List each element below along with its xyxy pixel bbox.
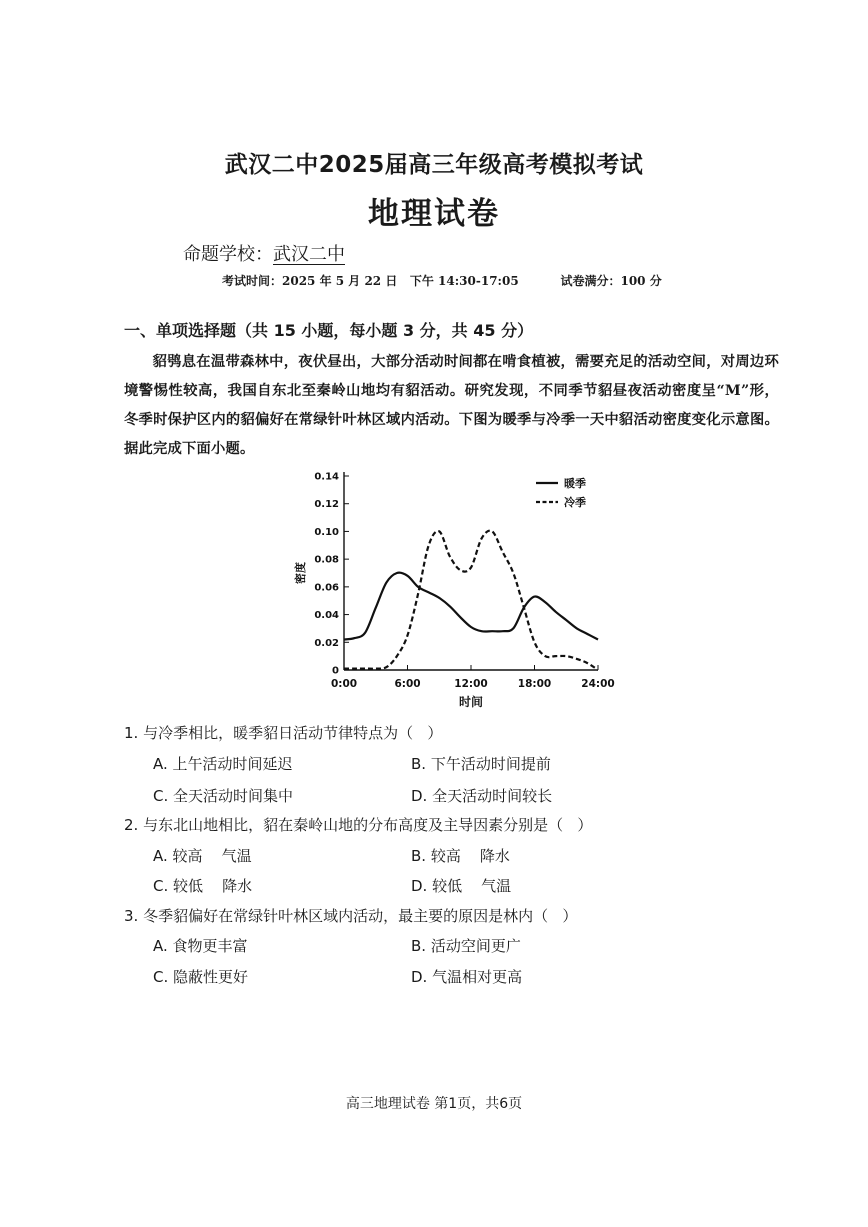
x-tick-label: 0:00 — [330, 678, 358, 690]
q2-option-a[interactable] — [153, 845, 252, 866]
q3-option-c[interactable] — [153, 966, 248, 987]
question-stem: 与冷季相比，暖季貂日活动节律特点为（ ） — [143, 724, 443, 742]
question-number: 3. — [124, 907, 139, 925]
school-name: 武汉二中 — [273, 244, 345, 265]
option-text: 全天活动时间集中 — [173, 787, 294, 805]
question-number: 2. — [124, 816, 139, 834]
option-text: 较低 降水 — [173, 877, 253, 895]
activity-density-chart — [286, 464, 626, 719]
y-tick-label: 0 — [332, 665, 339, 677]
option-letter: A. — [153, 847, 168, 865]
option-text: 活动空间更广 — [430, 937, 521, 955]
option-letter: A. — [153, 937, 168, 955]
q3-option-b[interactable] — [411, 935, 521, 956]
option-text: 食物更丰富 — [172, 937, 248, 955]
option-text: 下午活动时间提前 — [430, 755, 551, 773]
y-tick-label: 0.06 — [314, 582, 339, 594]
q2-option-b[interactable] — [411, 845, 510, 866]
exam-subject-title: 地理试卷 — [368, 196, 500, 232]
x-axis-label: 时间 — [458, 695, 484, 709]
full-score: 试卷满分：100 分 — [560, 274, 662, 288]
q2-option-c[interactable] — [153, 875, 252, 896]
question-number: 1. — [124, 724, 139, 742]
exam-time: 考试时间：2025 年 5 月 22 日 下午 14:30-17:05 — [222, 274, 519, 288]
option-text: 全天活动时间较长 — [432, 787, 553, 805]
exam-info-line — [222, 272, 662, 289]
y-tick-label: 0.08 — [314, 554, 339, 566]
option-letter: B. — [411, 755, 427, 773]
x-tick-label: 6:00 — [394, 678, 421, 690]
option-letter: B. — [411, 937, 427, 955]
option-text: 气温相对更高 — [432, 968, 523, 986]
x-tick-label: 12:00 — [454, 678, 488, 690]
option-letter: B. — [411, 847, 427, 865]
x-tick-label: 24:00 — [581, 678, 615, 690]
question-stem: 冬季貂偏好在常绿针叶林区域内活动，最主要的原因是林内（ ） — [143, 907, 578, 925]
q2-option-d[interactable] — [411, 875, 511, 896]
q1-option-b[interactable] — [411, 753, 551, 774]
option-text: 较高 降水 — [430, 847, 510, 865]
option-text: 较低 气温 — [432, 877, 512, 895]
q1-option-c[interactable] — [153, 785, 293, 806]
option-letter: C. — [153, 787, 169, 805]
option-text: 上午活动时间延迟 — [172, 755, 293, 773]
y-axis-label: 密度 — [294, 562, 307, 584]
section-title: 一、单项选择题（共 15 小题，每小题 3 分，共 45 分） — [124, 321, 534, 340]
question-stem: 与东北山地相比，貂在秦岭山地的分布高度及主导因素分别是（ ） — [143, 816, 593, 834]
option-text: 隐蔽性更好 — [173, 968, 249, 986]
page-footer: 高三地理试卷 第1页，共6页 — [345, 1096, 523, 1112]
y-tick-label: 0.02 — [314, 637, 339, 649]
question-2 — [124, 814, 592, 835]
option-letter: D. — [411, 968, 428, 986]
q3-option-d[interactable] — [411, 966, 522, 987]
option-letter: A. — [153, 755, 168, 773]
q3-option-a[interactable] — [153, 935, 248, 956]
y-tick-label: 0.12 — [314, 499, 339, 511]
option-letter: C. — [153, 877, 169, 895]
q1-option-a[interactable] — [153, 753, 293, 774]
chart-lines — [344, 531, 598, 670]
legend-label: 暖季 — [564, 477, 586, 490]
x-tick-label: 18:00 — [517, 678, 552, 690]
school-line — [183, 240, 345, 266]
school-label: 命题学校： — [183, 244, 273, 265]
y-tick-label: 0.10 — [314, 526, 339, 538]
intro-paragraph: 貂鸮息在温带森林中，夜伏昼出，大部分活动时间都在啃食植被，需要充足的活动空间，对周边环境警惕性较高，我国自东北至秦岭山地均有貂活动。研究发现，不同季节貂昼夜活动密度呈“M”形，冬季时保护区内的貂偏好在常绿针叶林区域内活动。下图为暖季与冷季一天中貂活动密度变化示意图。据此完成下面小题。 — [124, 354, 779, 457]
legend-label: 冷季 — [564, 496, 586, 509]
option-letter: D. — [411, 787, 428, 805]
option-letter: C. — [153, 968, 169, 986]
option-letter: D. — [411, 877, 428, 895]
q1-option-d[interactable] — [411, 785, 552, 806]
question-1 — [124, 722, 442, 743]
chart-legend — [536, 476, 586, 509]
question-3 — [124, 905, 577, 926]
exam-title: 武汉二中2025届高三年级高考模拟考试 — [224, 152, 644, 178]
option-text: 较高 气温 — [172, 847, 252, 865]
cold-season-line — [344, 531, 598, 670]
warm-season-line — [344, 573, 598, 640]
y-tick-label: 0.04 — [314, 610, 339, 622]
y-tick-label: 0.14 — [314, 471, 339, 483]
